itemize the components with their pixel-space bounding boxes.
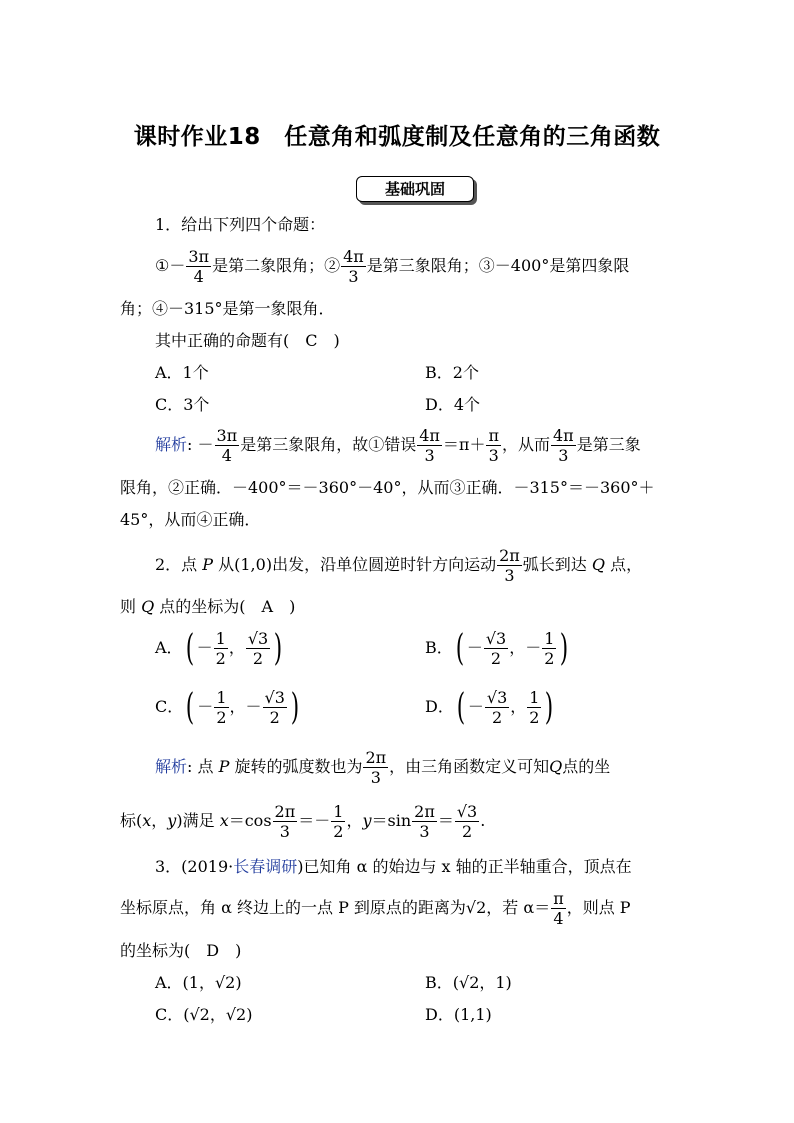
q2-option-b bbox=[425, 624, 571, 672]
numerator: √3 bbox=[264, 688, 285, 707]
q1-line3: 角；④－315°是第一象限角． bbox=[120, 299, 335, 318]
text-run: 从(1,0)出发，沿单位圆逆时针方向运动 bbox=[213, 555, 497, 574]
denominator: 3 bbox=[370, 768, 381, 787]
var-q: Q bbox=[141, 597, 155, 616]
left-paren: ( bbox=[185, 627, 194, 669]
denominator: 4 bbox=[553, 909, 564, 928]
denominator: 3 bbox=[558, 446, 569, 465]
var-p: P bbox=[218, 757, 230, 776]
text-run: ，由三角函数定义可知 bbox=[389, 757, 550, 776]
text-run: ， bbox=[510, 697, 527, 716]
denominator: 2 bbox=[529, 708, 540, 727]
text-run: 2．点 bbox=[155, 555, 203, 574]
q2-line2 bbox=[120, 596, 295, 618]
text-run: 是第三象 bbox=[576, 435, 641, 454]
q1-propositions bbox=[155, 243, 629, 289]
numerator: 1 bbox=[216, 688, 227, 707]
numerator: 1 bbox=[333, 802, 344, 821]
denominator: 2 bbox=[490, 649, 502, 668]
text-run: － bbox=[196, 638, 213, 657]
fraction bbox=[214, 688, 228, 727]
text-run: 是第二象限角；② bbox=[212, 256, 341, 275]
text-run: . bbox=[480, 811, 486, 830]
numerator: 4π bbox=[419, 426, 440, 445]
text-run: : 点 bbox=[187, 757, 219, 776]
numerator: 1 bbox=[529, 688, 540, 707]
q1-option-c: C．3个 bbox=[155, 395, 210, 414]
left-paren: ( bbox=[456, 686, 466, 728]
numerator: 2π bbox=[499, 546, 520, 565]
q3-option-b: B．(√2，1) bbox=[425, 973, 512, 992]
text-run: ＝cos bbox=[228, 811, 272, 830]
q1-solution-line2: 限角，②正确．－400°＝－360°－40°，从而③正确．－315°＝－360°＋ bbox=[120, 478, 655, 497]
q2-stem bbox=[155, 542, 642, 588]
text-run: 弧长到达 bbox=[522, 555, 592, 574]
denominator: 3 bbox=[504, 566, 515, 585]
fraction bbox=[485, 688, 509, 727]
fraction bbox=[214, 629, 228, 668]
text-run: 标( bbox=[120, 811, 143, 830]
q2-option-c bbox=[155, 683, 302, 731]
solution-label: 解析 bbox=[155, 757, 188, 776]
fraction bbox=[551, 889, 566, 928]
fraction bbox=[246, 629, 270, 668]
numerator: √3 bbox=[486, 688, 508, 707]
text-run: 3．(2019· bbox=[155, 857, 234, 876]
text-run: 点的坐标为( A ) bbox=[154, 597, 296, 616]
q3-option-d: D．(1,1) bbox=[425, 1005, 492, 1024]
solution-label: 解析 bbox=[155, 435, 188, 454]
text-run: 点的坐 bbox=[562, 757, 611, 776]
q1-option-b: B．2个 bbox=[425, 363, 479, 382]
denominator: 2 bbox=[544, 649, 555, 668]
denominator: 2 bbox=[269, 708, 280, 727]
text-run: ，若 α＝ bbox=[486, 898, 551, 917]
text-run: － bbox=[467, 697, 484, 716]
fraction bbox=[455, 802, 479, 841]
left-paren: ( bbox=[455, 627, 465, 669]
numerator: 1 bbox=[215, 629, 226, 648]
text-run: ， bbox=[346, 811, 363, 830]
denominator: 2 bbox=[216, 708, 227, 727]
text-run: 点， bbox=[605, 555, 643, 574]
right-paren: ) bbox=[560, 627, 569, 669]
text-run: ＝sin bbox=[371, 811, 412, 830]
denominator: 3 bbox=[488, 446, 499, 465]
q1-ask: 其中正确的命题有( C ) bbox=[155, 331, 340, 350]
denominator: 2 bbox=[461, 822, 473, 841]
fraction bbox=[417, 426, 442, 465]
text-run: － bbox=[525, 638, 542, 657]
text-run: － bbox=[466, 638, 483, 657]
text-run: 是第三象限角；③－400°是第四象限 bbox=[366, 256, 630, 275]
numerator: 3π bbox=[188, 247, 210, 266]
text-run: 旋转的弧度数也为 bbox=[229, 757, 363, 776]
q1-stem: 1．给出下列四个命题： bbox=[155, 215, 326, 234]
q1-option-a: A．1个 bbox=[155, 363, 209, 382]
text-run: ， bbox=[228, 638, 245, 657]
denominator: 3 bbox=[424, 446, 435, 465]
text-run: ＝π＋ bbox=[442, 435, 486, 454]
source-label: 长春调研 bbox=[233, 857, 298, 876]
q3-option-c: C．(√2，√2) bbox=[155, 1005, 253, 1024]
numerator: π bbox=[553, 889, 564, 908]
numerator: 3π bbox=[216, 426, 238, 445]
fraction bbox=[341, 247, 366, 286]
fraction bbox=[551, 426, 576, 465]
q1-solution-line3: 45°，从而④正确． bbox=[120, 510, 261, 529]
left-paren: ( bbox=[186, 686, 195, 728]
var-y: y bbox=[167, 811, 177, 830]
numerator: √3 bbox=[485, 629, 507, 648]
denominator: 2 bbox=[215, 649, 226, 668]
text-run: 坐标原点，角 α 终边上的一点 P 到原点的距离为 bbox=[120, 898, 466, 917]
numerator: √3 bbox=[456, 802, 478, 821]
denominator: 4 bbox=[221, 446, 232, 465]
option-label: D． bbox=[425, 697, 454, 716]
q2-solution-line1 bbox=[155, 744, 610, 790]
q2-solution-line2 bbox=[120, 798, 485, 844]
fraction bbox=[263, 688, 287, 727]
numerator: 2π bbox=[365, 748, 387, 767]
numerator: π bbox=[488, 426, 499, 445]
q3-option-a: A．(1，√2) bbox=[155, 973, 242, 992]
fraction bbox=[215, 426, 240, 465]
section-badge: 基础巩固 bbox=[356, 176, 474, 202]
text-run: )满足 bbox=[176, 811, 220, 830]
fraction bbox=[486, 426, 501, 465]
q1-option-d: D．4个 bbox=[425, 395, 481, 414]
numerator: 4π bbox=[552, 426, 574, 445]
option-label: B． bbox=[425, 638, 453, 657]
var-q: Q bbox=[591, 555, 605, 574]
page-title: 课时作业18 任意角和弧度制及任意角的三角函数 bbox=[133, 124, 661, 150]
denominator: 2 bbox=[492, 708, 503, 727]
text-run: ， bbox=[229, 697, 246, 716]
denominator: 3 bbox=[419, 822, 430, 841]
fraction bbox=[542, 629, 556, 668]
fraction bbox=[484, 629, 508, 668]
numerator: 4π bbox=[343, 247, 364, 266]
option-label: A． bbox=[155, 638, 183, 657]
var-q: Q bbox=[549, 757, 563, 776]
denominator: 4 bbox=[193, 267, 204, 286]
numerator: 2π bbox=[274, 802, 296, 821]
fraction bbox=[331, 802, 345, 841]
var-x: x bbox=[219, 811, 229, 830]
text-run: － bbox=[245, 697, 262, 716]
q2-option-d bbox=[425, 683, 557, 731]
right-paren: ) bbox=[274, 627, 283, 669]
denominator: 3 bbox=[348, 267, 359, 286]
numerator: 2π bbox=[414, 802, 435, 821]
q2-option-a bbox=[155, 624, 285, 672]
fraction bbox=[412, 802, 437, 841]
text-run: ，则点 P bbox=[566, 898, 631, 917]
text-run: ， bbox=[509, 638, 526, 657]
q3-line3: 的坐标为( D ) bbox=[120, 941, 242, 960]
fraction bbox=[273, 802, 298, 841]
numerator: 1 bbox=[544, 629, 555, 648]
denominator: 2 bbox=[252, 649, 264, 668]
text-run: ＝－ bbox=[298, 811, 331, 830]
option-label: C． bbox=[155, 697, 184, 716]
text-run: )已知角 α 的始边与 x 轴的正半轴重合，顶点在 bbox=[297, 857, 632, 876]
fraction bbox=[527, 688, 541, 727]
numerator: √3 bbox=[247, 629, 269, 648]
text-run: : － bbox=[187, 435, 214, 454]
text-run: ＝ bbox=[437, 811, 454, 830]
text-run: ①－ bbox=[155, 256, 186, 275]
right-paren: ) bbox=[290, 686, 300, 728]
right-paren: ) bbox=[545, 686, 554, 728]
q3-stem bbox=[155, 856, 632, 878]
sqrt-value: √2 bbox=[465, 898, 487, 917]
text-run: ， bbox=[151, 811, 168, 830]
text-run: 则 bbox=[120, 597, 142, 616]
var-y: y bbox=[362, 811, 372, 830]
text-run: ，从而 bbox=[501, 435, 550, 454]
fraction bbox=[363, 748, 388, 787]
denominator: 2 bbox=[333, 822, 344, 841]
q1-solution-line1 bbox=[155, 422, 641, 468]
fraction bbox=[497, 546, 522, 585]
var-p: P bbox=[202, 555, 214, 574]
var-x: x bbox=[142, 811, 152, 830]
denominator: 3 bbox=[279, 822, 290, 841]
text-run: 是第三象限角，故①错误 bbox=[240, 435, 417, 454]
fraction bbox=[186, 247, 211, 286]
q3-line2 bbox=[120, 885, 631, 931]
text-run: － bbox=[197, 697, 214, 716]
